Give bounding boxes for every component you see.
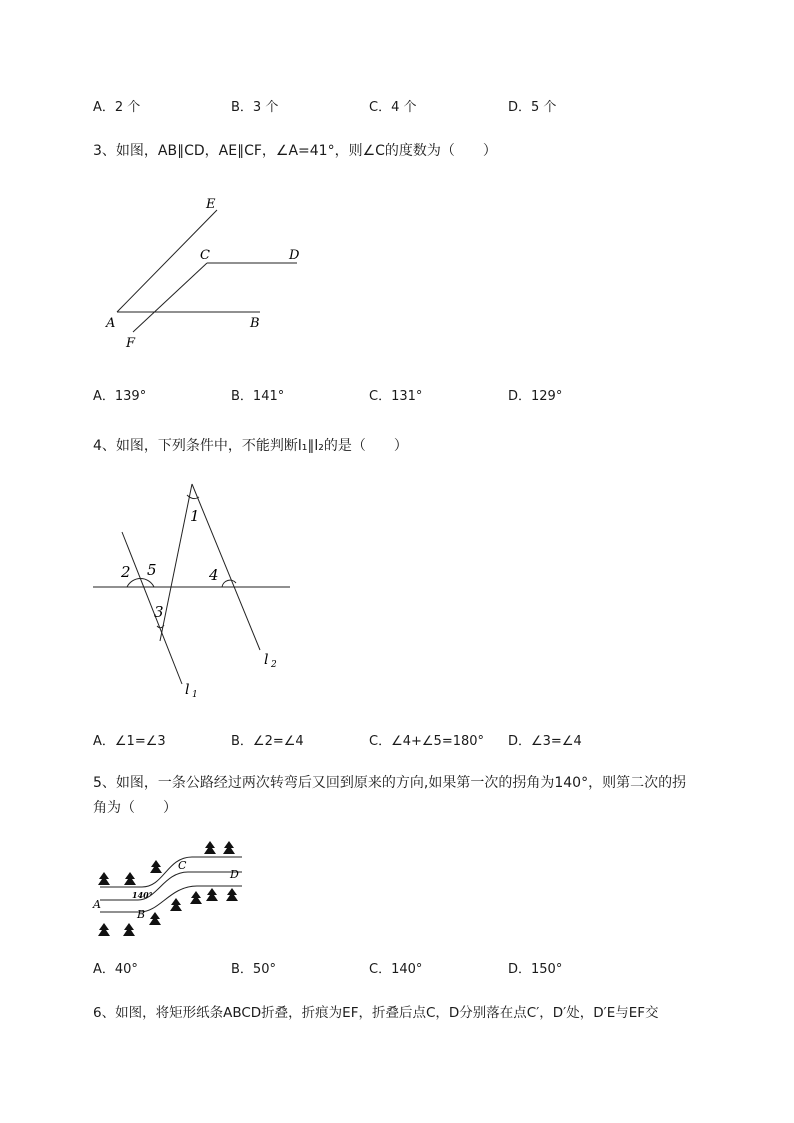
q5-stem-line1: 5、如图，一条公路经过两次转弯后又回到原来的方向,如果第一次的拐角为140°，则第二次的拐 (93, 775, 687, 791)
q5-option-c: C．140° (369, 962, 423, 977)
label-c: C (200, 248, 210, 263)
tree-icon (123, 923, 135, 936)
q4-option-a: A．∠1=∠3 (93, 734, 166, 749)
label-e: E (206, 197, 216, 212)
tree-icon (98, 872, 110, 885)
tree-icon (170, 898, 182, 911)
tree-icon (223, 841, 235, 854)
q3-option-b: B．141° (231, 389, 285, 404)
tree-icon (206, 888, 218, 901)
tree-icons (98, 841, 238, 936)
road-label-a: A (93, 898, 101, 911)
line-cf (133, 263, 207, 332)
tree-icon (204, 841, 216, 854)
road-angle-label: 140° (132, 890, 153, 900)
angle-label-5: 5 (147, 561, 157, 579)
q4-stem: 4、如图，下列条件中，不能判断l₁∥l₂的是（ ） (93, 438, 408, 454)
q5-figure (92, 840, 252, 940)
q3-option-c: C．131° (369, 389, 423, 404)
label-l2: l (264, 652, 269, 668)
q2-option-c: C．4 个 (369, 100, 417, 115)
angle-label-1: 1 (190, 507, 200, 525)
road-edge-bottom (100, 886, 242, 912)
line-apex-left (160, 484, 192, 641)
line-l1 (122, 532, 182, 684)
q2-option-b: B．3 个 (231, 100, 279, 115)
road-label-b: B (137, 908, 146, 921)
angle-label-4: 4 (209, 566, 219, 584)
q3-option-a: A．139° (93, 389, 147, 404)
angle-label-2: 2 (121, 563, 131, 581)
label-d: D (289, 248, 300, 263)
q4-option-d: D．∠3=∠4 (508, 734, 582, 749)
label-b: B (250, 316, 260, 331)
q4-figure (90, 478, 310, 708)
q3-figure (100, 195, 320, 355)
label-f: F (126, 336, 136, 351)
label-a: A (106, 316, 116, 331)
label-l2-sub: 2 (271, 660, 277, 670)
label-l1-sub: 1 (192, 690, 198, 700)
q3-stem: 3、如图，AB∥CD，AE∥CF，∠A=41°，则∠C的度数为（ ） (93, 143, 497, 159)
tree-icon (149, 912, 161, 925)
tree-icon (226, 888, 238, 901)
q5-option-a: A．40° (93, 962, 138, 977)
q5-option-d: D．150° (508, 962, 563, 977)
tree-icon (150, 860, 162, 873)
q2-option-a: A．2 个 (93, 100, 141, 115)
label-l1: l (185, 682, 190, 698)
q4-option-c: C．∠4+∠5=180° (369, 734, 485, 749)
road-label-d: D (230, 868, 239, 881)
tree-icon (124, 872, 136, 885)
q2-option-d: D．5 个 (508, 100, 557, 115)
tree-icon (190, 891, 202, 904)
road-label-c: C (178, 859, 187, 872)
angle-label-3: 3 (154, 603, 164, 621)
tree-icon (98, 923, 110, 936)
q3-option-d: D．129° (508, 389, 563, 404)
q5-stem-line2: 角为（ ） (93, 800, 177, 816)
q5-option-b: B．50° (231, 962, 276, 977)
q6-stem: 6、如图，将矩形纸条ABCD折叠，折痕为EF，折叠后点C，D分别落在点C′，D′处，D′E与EF交 (93, 1005, 659, 1021)
q4-option-b: B．∠2=∠4 (231, 734, 304, 749)
line-l2 (192, 484, 260, 650)
